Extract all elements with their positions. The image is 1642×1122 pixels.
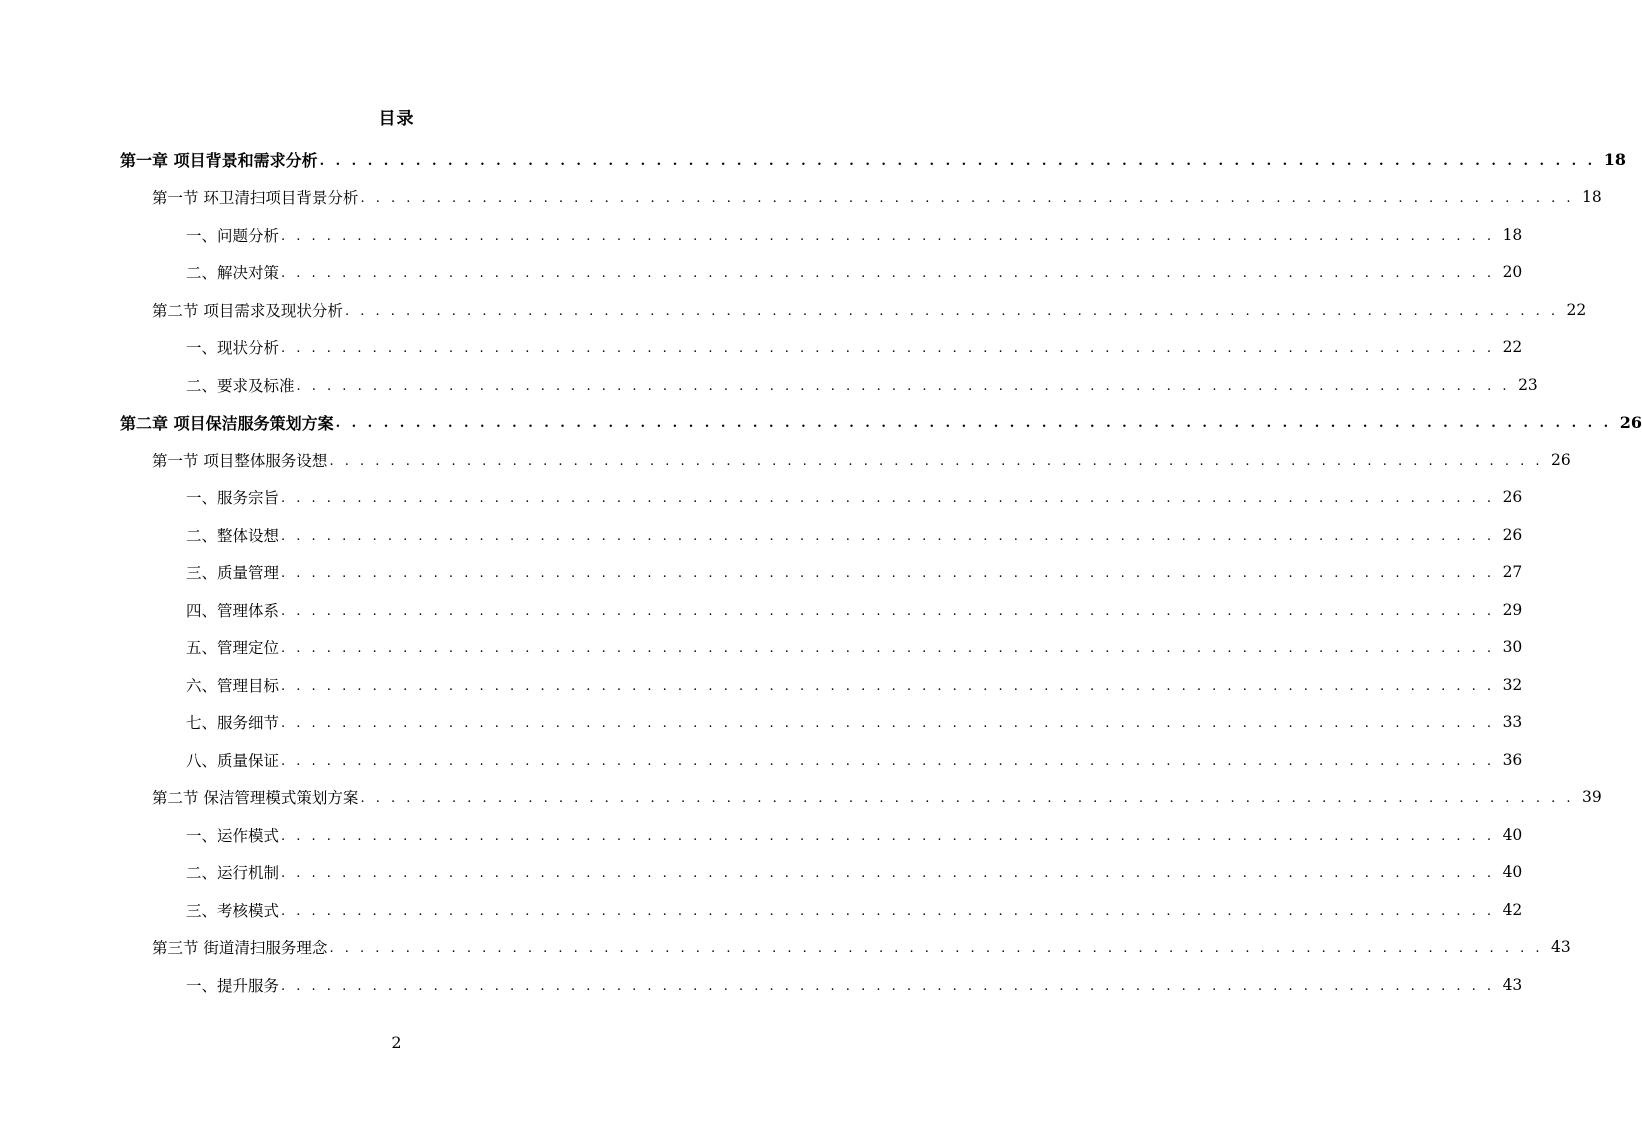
toc-entry-page: 29 [1502,600,1523,619]
toc-entry[interactable] [0,516,1523,553]
toc-entry-page: 18 [1581,188,1602,206]
toc-entry-content [186,741,1523,778]
toc-entry-content [152,929,1571,966]
toc-entry-page: 26 [1619,412,1642,432]
toc-entry-page: 23 [1518,375,1538,394]
dot-leader: . . . . . . . . . . . . . . . . . . . . . . . . . . . . . . . . . . . . . . . . . . . . . . . . . . . . . . . . . . . . . . . . . . . . . . . . . . . . . . . . [281,866,1495,881]
dot-leader: . . . . . . . . . . . . . . . . . . . . . . . . . . . . . . . . . . . . . . . . . . . . . . . . . . . . . . . . . . . . . . . . . . . . . . . . . . . . . . . . [296,378,1511,394]
toc-entry-label: 第二章 项目保洁服务策划方案 [120,413,334,433]
toc-entry-label: 第一节 环卫清扫项目背景分析 [152,189,359,207]
toc-entry-label: 第一章 项目背景和需求分析 [120,151,318,170]
toc-entry-page: 30 [1502,638,1523,656]
toc-entry-content [186,891,1523,928]
toc-entry-page: 20 [1502,263,1523,281]
dot-leader: . . . . . . . . . . . . . . . . . . . . . . . . . . . . . . . . . . . . . . . . . . . . . . . . . . . . . . . . . . . . . . . . . . . . . . . . . . . . . . . . [281,266,1495,281]
toc-entry-label: 七、服务细节 [186,714,280,732]
toc-entry-content [186,816,1523,853]
toc-entry-label: 八、质量保证 [186,751,280,770]
toc-entry[interactable] [0,816,1523,853]
dot-leader: . . . . . . . . . . . . . . . . . . . . . . . . . . . . . . . . . . . . . . . . . . . . . . . . . . . . . . . . . . . . . . . . . . . . . . . . . . . . . . . . [344,303,1559,319]
toc-entry-content [186,216,1523,253]
toc-entry[interactable] [0,891,1523,928]
dot-leader: . . . . . . . . . . . . . . . . . . . . . . . . . . . . . . . . . . . . . . . . . . . . . . . . . . . . . . . . . . . . . . . . . . . . . . . . . . . . . . . . [281,641,1495,656]
dot-leader: . . . . . . . . . . . . . . . . . . . . . . . . . . . . . . . . . . . . . . . . . . . . . . . . . . . . . . . . . . . . . . . . . . . . . . . . . . . . . . . . [281,228,1495,244]
toc-entry-content [186,591,1523,628]
dot-leader: . . . . . . . . . . . . . . . . . . . . . . . . . . . . . . . . . . . . . . . . . . . . . . . . . . . . . . . . . . . . . . . . . . . . . . . . . . . . . . . . [360,791,1574,806]
toc-entry-page: 43 [1550,938,1571,956]
toc-entry-content [186,554,1523,591]
toc-entry-label: 一、服务宗旨 [186,489,280,507]
toc-entry-label: 三、质量管理 [186,564,280,582]
page-number: 2 [391,1033,402,1052]
toc-entry-content [152,441,1571,478]
dot-leader: . . . . . . . . . . . . . . . . . . . . . . . . . . . . . . . . . . . . . . . . . . . . . . . . . . . . . . . . . . . . . . . . . . . . . . . . . . . . . . . . [281,678,1495,694]
toc-entry-label: 二、运行机制 [186,864,280,882]
toc-entry-label: 一、运作模式 [186,826,280,845]
dot-leader: . . . . . . . . . . . . . . . . . . . . . . . . . . . . . . . . . . . . . . . . . . . . . . . . . . . . . . . . . . . . . . . . . . . . . . . . . . . . . . . . [281,566,1495,581]
toc-title: 目录 [378,109,415,129]
dot-leader: . . . . . . . . . . . . . . . . . . . . . . . . . . . . . . . . . . . . . . . . . . . . . . . . . . . . . . . . . . . . . . . . . . . . . . . . . . . . . . . . [329,453,1543,469]
toc-entry-content [186,366,1538,403]
toc-entry[interactable] [0,179,1602,216]
toc-entry[interactable] [0,291,1587,328]
toc-entry-content [186,329,1523,366]
dot-leader: . . . . . . . . . . . . . . . . . . . . . . . . . . . . . . . . . . . . . . . . . . . . . . . . . . . . . . . . . . . . . . . . . . . . . . . . . . . . . . . . [281,491,1495,506]
toc-entry-content [186,479,1523,516]
toc-entry-page: 43 [1502,975,1523,994]
toc-entry-page: 40 [1502,825,1523,844]
toc-entry-label: 三、考核模式 [186,901,280,920]
toc-entry-label: 第二节 项目需求及现状分析 [152,301,343,320]
toc-entry[interactable] [0,591,1523,628]
toc-entry-content [152,179,1602,216]
toc-entry-label: 二、解决对策 [186,264,280,282]
toc-entry-content [186,516,1523,553]
toc-entry-content [186,629,1523,666]
toc-entry-content [186,666,1523,703]
dot-leader: . . . . . . . . . . . . . . . . . . . . . . . . . . . . . . . . . . . . . . . . . . . . . . . . . . . . . . . . . . . . . . . . . . . . . . . . . . . . . . . . [281,978,1495,994]
toc-entry-content [186,254,1523,291]
toc-entry-label: 一、现状分析 [186,339,280,357]
toc-entry-page: 22 [1566,300,1587,319]
toc-entry-label: 二、整体设想 [186,526,280,545]
toc-entry-page: 42 [1502,900,1523,919]
toc-entry-label: 六、管理目标 [186,676,280,695]
toc-entry[interactable] [0,966,1523,1003]
toc-entry-content [120,404,1642,441]
toc-entry-label: 第一节 项目整体服务设想 [152,451,328,470]
toc-entry-label: 二、要求及标准 [186,376,295,395]
toc-entry[interactable] [0,704,1523,741]
toc-entry-page: 33 [1502,713,1523,731]
toc-entry-label: 一、提升服务 [186,976,280,995]
dot-leader: . . . . . . . . . . . . . . . . . . . . . . . . . . . . . . . . . . . . . . . . . . . . . . . . . . . . . . . . . . . . . . . . . . . . . . . . . . . . . . . . [329,941,1543,956]
toc-entry-label: 四、管理体系 [186,601,280,620]
toc-entry-label: 第二节 保洁管理模式策划方案 [152,789,359,807]
toc-entry-page: 32 [1502,675,1523,694]
toc-entry[interactable] [0,779,1602,816]
toc-entry-label: 五、管理定位 [186,639,280,657]
toc-entry-page: 26 [1502,525,1523,544]
dot-leader: . . . . . . . . . . . . . . . . . . . . . . . . . . . . . . . . . . . . . . . . . . . . . . . . . . . . . . . . . . . . . . . . . . . . . . . . . . . . . . . . [281,716,1495,731]
dot-leader: . . . . . . . . . . . . . . . . . . . . . . . . . . . . . . . . . . . . . . . . . . . . . . . . . . . . . . . . . . . . . . . . . . . . . . . . . . . . . . . . [281,341,1495,356]
toc-entry-label: 一、问题分析 [186,226,280,245]
toc-entry-page: 22 [1502,338,1523,356]
toc-entry-content [186,704,1523,741]
toc-entry-page: 40 [1502,863,1523,881]
toc-entry[interactable] [0,741,1523,778]
toc-entry[interactable] [0,404,1642,441]
dot-leader: . . . . . . . . . . . . . . . . . . . . . . . . . . . . . . . . . . . . . . . . . . . . . . . . . . . . . . . . . . . . . . . . . . . . . . . . . . . . . . . . [319,153,1596,169]
toc-entry-page: 18 [1603,150,1626,169]
toc-entry-page: 39 [1581,788,1602,806]
toc-entry-page: 26 [1550,450,1571,469]
toc-entry[interactable] [0,554,1523,591]
dot-leader: . . . . . . . . . . . . . . . . . . . . . . . . . . . . . . . . . . . . . . . . . . . . . . . . . . . . . . . . . . . . . . . . . . . . . . . . . . . . . . . . [281,528,1495,544]
dot-leader: . . . . . . . . . . . . . . . . . . . . . . . . . . . . . . . . . . . . . . . . . . . . . . . . . . . . . . . . . . . . . . . . . . . . . . . . . . . . . . . . [281,603,1495,619]
toc-entry-page: 27 [1502,563,1523,581]
toc-entry[interactable] [0,216,1523,253]
dot-leader: . . . . . . . . . . . . . . . . . . . . . . . . . . . . . . . . . . . . . . . . . . . . . . . . . . . . . . . . . . . . . . . . . . . . . . . . . . . . . . . . [281,903,1495,919]
toc-entry[interactable] [0,479,1523,516]
toc-entry[interactable] [0,854,1523,891]
toc-entry[interactable] [0,629,1523,666]
dot-leader: . . . . . . . . . . . . . . . . . . . . . . . . . . . . . . . . . . . . . . . . . . . . . . . . . . . . . . . . . . . . . . . . . . . . . . . . . . . . . . . . [281,753,1495,769]
toc-entry-page: 26 [1502,488,1523,506]
toc-entry-content [186,966,1523,1003]
toc-entry[interactable] [0,666,1523,703]
dot-leader: . . . . . . . . . . . . . . . . . . . . . . . . . . . . . . . . . . . . . . . . . . . . . . . . . . . . . . . . . . . . . . . . . . . . . . . . . . . . . . . . [360,191,1574,206]
toc-entry[interactable] [0,329,1523,366]
toc-entry-content [120,141,1626,178]
toc-entry[interactable] [0,441,1571,478]
toc-entry-page: 36 [1502,750,1523,769]
dot-leader: . . . . . . . . . . . . . . . . . . . . . . . . . . . . . . . . . . . . . . . . . . . . . . . . . . . . . . . . . . . . . . . . . . . . . . . . . . . . . . . . [335,416,1612,431]
toc-entry[interactable] [0,141,1626,178]
toc-entry-content [152,291,1587,328]
dot-leader: . . . . . . . . . . . . . . . . . . . . . . . . . . . . . . . . . . . . . . . . . . . . . . . . . . . . . . . . . . . . . . . . . . . . . . . . . . . . . . . . [281,828,1495,844]
toc-entry[interactable] [0,366,1538,403]
toc-entry-page: 18 [1502,225,1523,244]
toc-entry-content [152,779,1602,816]
toc-entry[interactable] [0,929,1571,966]
toc-entry[interactable] [0,254,1523,291]
toc-entry-content [186,854,1523,891]
toc-entry-label: 第三节 街道清扫服务理念 [152,939,328,957]
